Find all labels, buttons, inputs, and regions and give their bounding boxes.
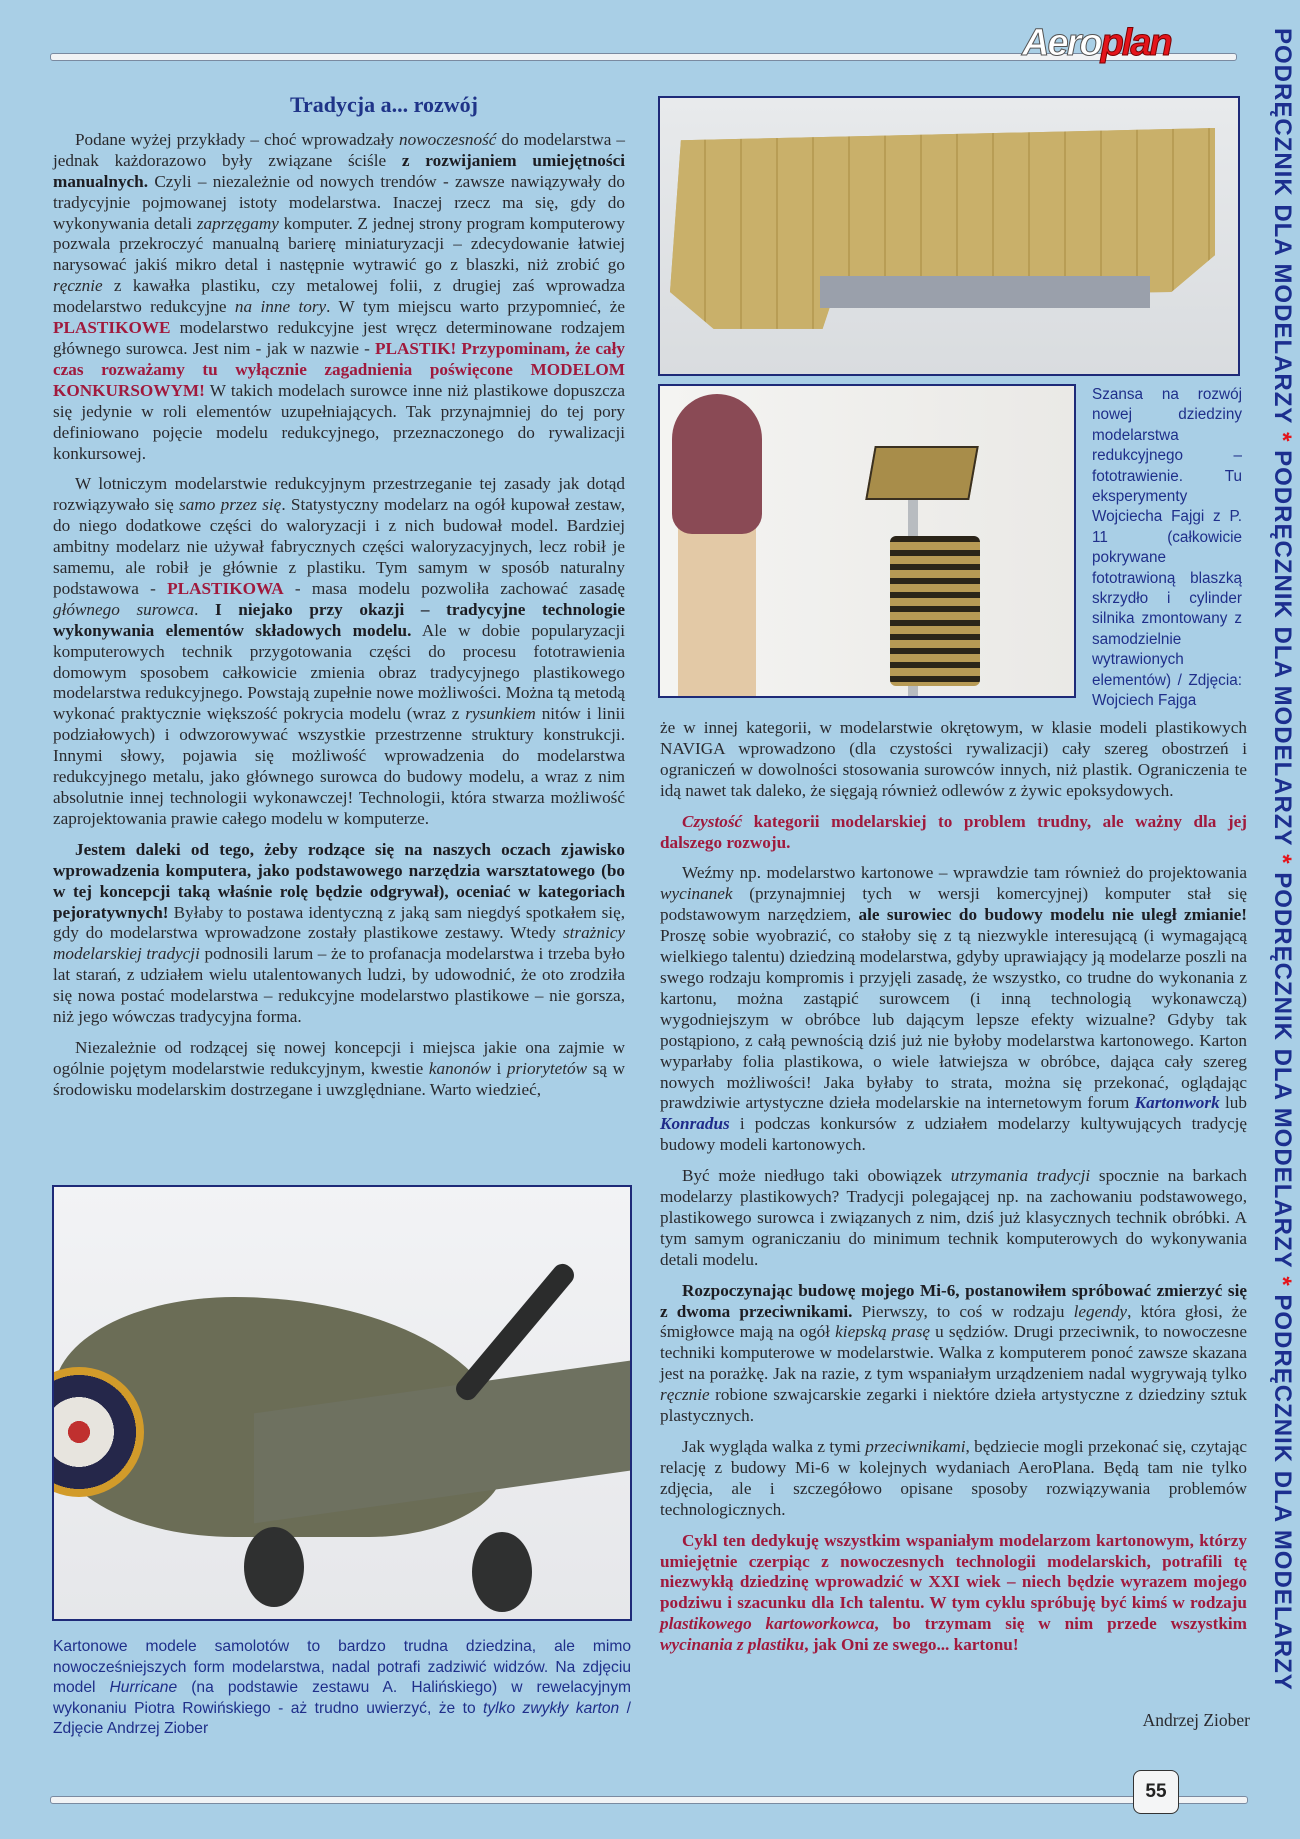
spine-text: PODRĘCZNIK DLA MODELARZY [1269, 450, 1296, 847]
star-icon: * [1269, 854, 1296, 865]
article-title: Tradycja a... rozwój [290, 92, 478, 117]
photo-match-and-cylinder [658, 384, 1076, 698]
author-signature: Andrzej Ziober [1142, 1710, 1250, 1730]
engine-cylinder [890, 536, 980, 686]
paragraph: Jestem daleki od tego, żeby rodzące się na naszych oczach zjawisko wprowadzenia komputera, jako podstawowego narzędzia warsztatowego (bo w tej koncepcji taką właśnie rolę będzie odgrywał), oceniać w kategoriach pejoratywnych! Byłaby to postawa identyczną z jaką sam niegdyś spotkałem się, gdy do modelarstwa wprowadzone zostały plastikowe zestawy. Wtedy strażnicy modelarskiej tradycji podnosili larum – że to profanacja modelarstwa i trzeba było lat starań, z udziałem wielu utalentowanych ludzi, by udowodnić, że oto zrodziła się nowa postać modelarstwa – redukcyjne modelarstwo plastikowe – nie gorsza, niż jego wówczas tradycyjna forma. [53, 839, 625, 1027]
forum-link-konradus: Konradus [660, 1114, 730, 1134]
paragraph: Weźmy np. modelarstwo kartonowe – wprawdzie tam również do projektowania wycinanek (przynajmniej tych w wersji komercyjnej) komputer stał się podstawowym narzędziem, ale surowiec do budowy modelu nie uległ zmianie! Proszę sobie wyobrazić, co stałoby się z tą niezwykle interesującą (i wymagającą wielkiego talentu) dziedziną modelarstwa, gdyby uprawiający ją modelarze poszli na swego rodzaju kompromis i przyjęli zasadę, że wszystko, co trudne do wykonania z kartonu, można zastąpić surowcem (i inną technologią wykonawczą) wygodniejszym w obróbce lub dającym lepsze efekty wizualne? Gdyby tak postąpiono, z całą pewnością dziś już nie byłoby modelarstwa kartonowego. Karton wyparłaby folia plastikowa, o wiele łatwiejsza w obróbce, dająca cały szereg nowych możliwości! Jaka byłaby to strata, można się przekonać, oglądając prawdziwie artystyczne dzieła modelarskie na internetowym forum Kartonwork lub Konradus i podczas konkursów z udziałem modelarzy kultywujących tradycję budowy modeli kartonowych. [660, 863, 1247, 1155]
logo-part-aero: Aero [1022, 22, 1101, 64]
star-icon: * [1269, 432, 1296, 443]
spine-text: PODRĘCZNIK DLA MODELARZY [1269, 872, 1296, 1269]
paragraph: że w innej kategorii, w modelarstwie okrętowym, w klasie modeli plastikowych NAVIGA wprowadzono (dla czystości rywalizacji) cały szereg obostrzeń i ograniczeń w dowolności stosowania surowców innych, niż plastik. Ograniczenia te idą nawet tak daleko, że sięgają również odlewów z żywic epoksydowych. [660, 718, 1247, 800]
wing-flap [820, 276, 1150, 308]
article-left-column [53, 92, 626, 1111]
page-number: 55 [1133, 1770, 1179, 1814]
paragraph: Jak wygląda walka z tymi przeciwnikami, będziecie mogli przekonać się, czytając relację z budowy Mi-6 w kolejnych wydaniach AeroPlana. Będą tam nie tylko zdjęcia, ale i szczegółowo opisane sposoby rozwiązywania problemów technologicznych. [660, 1437, 1247, 1519]
paragraph-dedication: Cykl ten dedykuję wszystkim wspaniałym modelarzom kartonowym, którzy umiejętnie czerpiąc z nowoczesnych technologii modelarskich, potrafili tę niezwykłą dziedzinę wprowadzić w XXI wiek – niech będzie wyrazem mojego podziwu i szacunku dla Ich talentu. W tym cyklu spróbuję być kimś w rodzaju plastikowego kartoworkowca, bo trzymam się w nim przede wszystkim wycinania z plastiku, jak Oni ze swego... kartonu! [660, 1530, 1247, 1655]
caption-photo-etch: Szansa na rozwój nowej dziedziny modelarstwa redukcyjnego – fototrawienie. Tu eksperymenty Wojciecha Fajgi z P. 11 (całkowicie pokrywane fototrawioną blaszką skrzydło i cylinder silnika zmontowany z samodzielnie wytrawionych elementów) / Zdjęcia: Wojciech Fajga [1092, 386, 1242, 710]
aeroplan-logo [1022, 22, 1171, 65]
paragraph: W lotniczym modelarstwie redukcyjnym przestrzeganie tej zasady jak dotąd rozwiązywało się samo przez się. Statystyczny modelarz na ogół kupował zestaw, do niego dodatkowe części do waloryzacji i z nich budował model. Bardziej ambitny modelarz nie używał fabrycznych części waloryzacyjnych, lecz robił je samemu, ale robił je głównie z plastiku. Tym samym w sposób naturalny podstawowa - PLASTIKOWA - masa modelu pozwoliła zachować zasadę głównego surowca. I niejako przy okazji – tradycyjne technologie wykonywania elementów składowych modelu. Ale w dobie popularyzacji komputerowych technik przygotowania części do procesu fototrawienia domowym sposobem całkowicie zmienia obraz tradycyjnego plastikowego modelarstwa redukcyjnego. Powstają zupełnie nowe możliwości. Można tą metodą wykonać praktycznie większość pokrycia modelu (wraz z rysunkiem nitów i linii podziałowych) i odwzorowywać wszystkie przestrzenne struktury konstrukcji. Innymi słowy, pojawia się możliwość wprowadzenia do modelarstwa redukcyjnego metalu, jako głównego surowca do budowy modelu, a wraz z nim absolutnie innej technologii wykonawczej! Technologii, która stwarza możliwość zaprojektowania prawie całego modelu w komputerze. [53, 474, 626, 828]
logo-part-plan: plan [1100, 22, 1171, 64]
article-right-column [660, 718, 1247, 1666]
star-icon: * [1269, 1276, 1296, 1287]
paragraph: Podane wyżej przykłady – choć wprowadzały nowoczesność do modelarstwa – jednak każdorazowo były związane ściśle z rozwijaniem umiejętności manualnych. Czyli – niezależnie od nowych trendów - zawsze nawiązywały do tradycyjnie pojmowanej istoty modelarstwa. Inaczej rzecz ma się, gdy do wykonywania detali zaprzęgamy komputer. Z jednej strony program komputerowy pozwala przekroczyć manualną barierę miniaturyzacji – zdecydowanie łatwiej narysować jakiś mikro detal i następnie wytrawić go z blaszki, niż zrobić go ręcznie z kawałka plastiku, czy metalowej folii, z drugiej zaś wprowadza modelarstwo redukcyjne na inne tory. W tym miejscu warto przypomnieć, że PLASTIKOWE modelarstwo redukcyjne jest wręcz determinowane rodzajem głównego surowca. Jest nim - jak w nazwie - PLASTIK! Przypominam, że cały czas rozważamy tu wyłącznie zagadnienia poświęcone MODELOM KONKURSOWYM! W takich modelach surowce inne niż plastikowe dopuszcza się jedynie w roli elementów uzupełniających. Tak przynajmniej do tej pory definiowano pojęcie modelu redukcyjnego, przeznaczonego do rywalizacji konkursowej. [53, 129, 626, 463]
landing-wheel [472, 1532, 532, 1612]
paragraph-highlight: Czystość kategorii modelarskiej to problem trudny, ale ważny dla jej dalszego rozwoju. [660, 811, 1247, 852]
landing-wheel [244, 1527, 304, 1607]
footer-rule [50, 1796, 1248, 1804]
caption-hurricane: Kartonowe modele samolotów to bardzo trudna dziedzina, ale mimo nowocześniejszych form modelarstwa, nadal potrafi zadziwić widzów. Na zdjęciu model Hurricane (na podstawie zestawu A. Halińskiego) w rewelacyjnym wykonaniu Piotra Rowińskiego - aż trudno uwierzyć, że to tylko zwykły karton / Zdjęcie Andrzej Ziober [53, 1638, 631, 1738]
forum-link-kartonwork: Kartonwork [1134, 1093, 1220, 1113]
photo-hurricane-model [52, 1185, 632, 1621]
cylinder-head [865, 446, 979, 500]
spine-banner [1262, 28, 1296, 1818]
paragraph: Niezależnie od rodzącej się nowej koncepcji i miejsca jakie ona zajmie w ogólnie pojętym modelarstwie redukcyjnym, kwestie kanonów i priorytetów są w środowisku modelarskim dostrzegane i uwzględniane. Warto wiedzieć, [53, 1037, 626, 1099]
match-head [672, 394, 762, 534]
paragraph: Rozpoczynając budowę mojego Mi-6, postanowiłem spróbować zmierzyć się z dwoma przeciwnikami. Pierwszy, to coś w rodzaju legendy, która głosi, że śmigłowce mają na ogół kiepską prasę u sędziów. Drugi przeciwnik, to nowoczesne techniki komputerowe w modelarstwie. Walka z komputerem ponoć zawsze skazana jest na porażkę. Jak na razie, z tym wspaniałym urządzeniem nadal wygrywają tylko ręcznie robione szwajcarskie zegarki i niektóre dzieła artystyczne z dziedziny sztuk plastycznych. [660, 1280, 1248, 1426]
spine-text: PODRĘCZNIK DLA MODELARZY [1269, 28, 1296, 425]
spine-text: PODRĘCZNIK DLA MODELARZY [1269, 1294, 1296, 1691]
photo-etched-wing [658, 96, 1240, 376]
paragraph: Być może niedługo taki obowiązek utrzymania tradycji spocznie na barkach modelarzy plastikowych? Tradycji polegającej np. na zachowaniu podstawowego, plastikowego surowca i związanych z nim, dziś już klasycznych technik obróbki. A tym samym ograniczaniu do minimum technik komputerowych do wykonywania detali modelu. [660, 1166, 1247, 1269]
